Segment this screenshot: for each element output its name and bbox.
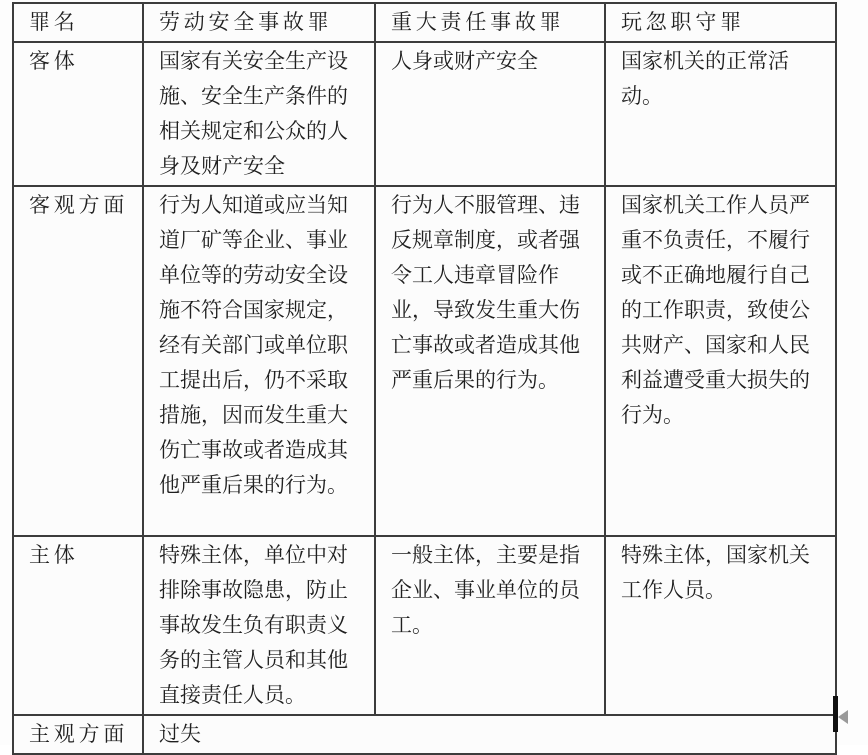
row-label-object: 客体 [13,42,143,186]
object-major-liability: 人身或财产安全 [375,42,605,186]
row-label-mental-aspect: 主观方面 [13,715,143,754]
object-labor-safety: 国家有关安全生产设施、安全生产条件的相关规定和公众的人身及财产安全 [143,42,375,186]
header-major-liability-crime: 重大责任事故罪 [375,3,605,42]
object-dereliction: 国家机关的正常活动。 [605,42,836,186]
objective-dereliction: 国家机关工作人员严重不负责任，不履行或不正确地履行自己的工作职责，致使公共财产、国家和人民利益遭受重大损失的行为。 [605,186,836,536]
row-label-subject: 主体 [13,536,143,715]
mental-aspect-merged-cell: 过失 [143,715,836,754]
table-row-object [13,42,836,186]
header-dereliction-crime: 玩忽职守罪 [605,3,836,42]
crime-comparison-table [12,2,837,755]
subject-dereliction: 特殊主体，国家机关工作人员。 [605,536,836,715]
table-row-objective-aspect [13,186,836,536]
objective-labor-safety: 行为人知道或应当知道厂矿等企业、事业单位等的劳动安全设施不符合国家规定，经有关部门或单位职工提出后，仍不采取措施，因而发生重大伤亡事故或者造成其他严重后果的行为。 [143,186,375,536]
cursor-arrow-icon [838,710,848,724]
table-row-subject [13,536,836,715]
header-crime-name: 罪名 [13,3,143,42]
subject-labor-safety: 特殊主体，单位中对排除事故隐患，防止事故发生负有职责义务的主管人员和其他直接责任人员。 [143,536,375,715]
subject-major-liability: 一般主体，主要是指企业、事业单位的员工。 [375,536,605,715]
table-row-mental-aspect [13,715,836,754]
table-header-row [13,3,836,42]
objective-major-liability: 行为人不服管理、违反规章制度，或者强令工人违章冒险作业，导致发生重大伤亡事故或者造成其他严重后果的行为。 [375,186,605,536]
header-labor-safety-crime: 劳动安全事故罪 [143,3,375,42]
row-label-objective-aspect: 客观方面 [13,186,143,536]
